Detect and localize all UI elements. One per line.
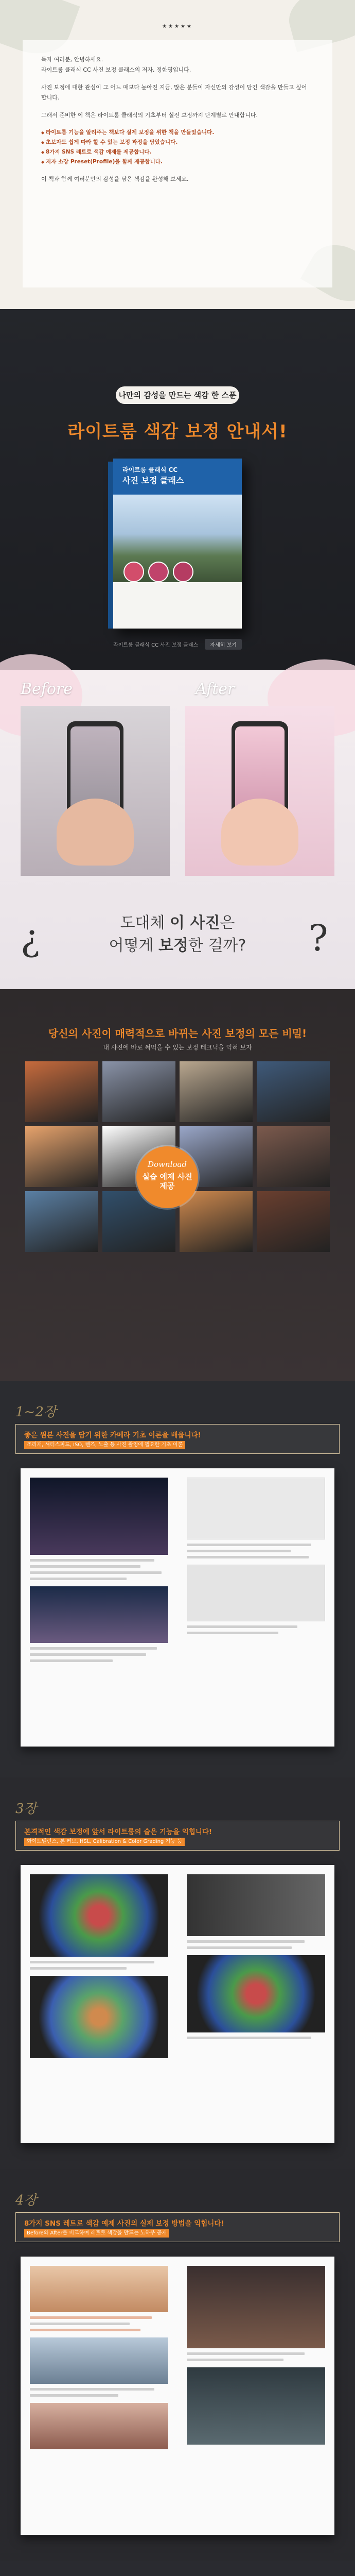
page-screenshot bbox=[187, 2367, 325, 2445]
hand bbox=[221, 799, 298, 866]
chapter-summary bbox=[15, 1424, 340, 1454]
hero-section bbox=[0, 309, 355, 670]
author-letter bbox=[23, 40, 332, 287]
book-page bbox=[21, 1468, 177, 1747]
book-cover bbox=[113, 459, 242, 629]
book-page bbox=[177, 2257, 334, 2535]
page-photo bbox=[30, 2266, 168, 2312]
intro-section bbox=[0, 0, 355, 309]
download-text: 실습 예제 사진 bbox=[142, 1172, 192, 1181]
book-page bbox=[21, 2257, 177, 2535]
example-photo bbox=[180, 1061, 253, 1122]
page-figure bbox=[187, 1478, 325, 1539]
question-heading bbox=[41, 912, 314, 974]
example-photo bbox=[25, 1191, 98, 1252]
technique-heading: 당신의 사진이 매력적으로 바뀌는 사진 보정의 모든 비밀! bbox=[48, 1027, 307, 1040]
color-wheel-figure bbox=[30, 1976, 168, 2058]
question-text: 은 bbox=[220, 914, 235, 932]
technique-section bbox=[0, 989, 355, 1381]
chapter-label: 3장 bbox=[15, 1801, 37, 1817]
technique-subheading: 내 사진에 바로 써먹을 수 있는 보정 테크닉을 익혀 보자 bbox=[103, 1044, 252, 1051]
chapter-topics: 화이트밸런스, 톤 커브, HSL, Calibration & Color Grading 기능 등 bbox=[24, 1838, 185, 1846]
page-photo bbox=[30, 2403, 168, 2449]
feature-item: ◆ 라이트룸 기능을 알려주는 책보다 실제 보정을 위한 책을 만들었습니다. bbox=[41, 128, 314, 138]
chapter-label: 1~2장 bbox=[15, 1404, 57, 1420]
example-photo bbox=[25, 1126, 98, 1187]
letter-greeting: 독자 여러분, 안녕하세요. 라이트룸 클래식 CC 사진 보정 클래스의 저자, 정한영입니다. bbox=[41, 56, 191, 73]
chapter-headline: 좋은 원본 사진을 담기 위한 카메라 기초 이론을 배웁니다! bbox=[24, 1431, 201, 1439]
chapter-headline: 본격적인 색감 보정에 앞서 라이트룸의 술은 기능을 익힙니다! bbox=[24, 1828, 212, 1836]
letter-closing: 이 책과 함께 여러분만의 감성을 담은 색감을 완성해 보세요. bbox=[41, 176, 189, 182]
example-photo bbox=[25, 1061, 98, 1122]
before-after-section bbox=[0, 670, 355, 989]
example-photo bbox=[180, 1191, 253, 1252]
before-photo bbox=[21, 706, 170, 876]
page-photo bbox=[30, 1478, 168, 1555]
chapter-summary bbox=[15, 2212, 340, 2242]
color-wheel-figure bbox=[30, 1874, 168, 1957]
rating-stars: ★★★★★ bbox=[162, 24, 193, 29]
after-photo bbox=[185, 706, 334, 876]
detail-button[interactable]: 자세히 보기 bbox=[205, 639, 241, 650]
before-label: Before bbox=[21, 680, 73, 698]
book-subtitle: 라이트룸 클래식 CC bbox=[122, 466, 178, 473]
example-photo bbox=[257, 1126, 330, 1187]
question-mark-decoration: ¿ bbox=[21, 917, 40, 959]
question-text-bold: 보정 bbox=[158, 937, 189, 955]
question-text-bold: 이 사진 bbox=[170, 914, 220, 932]
feature-item: ◆ 초보자도 쉽게 따라 할 수 있는 보정 과정을 담았습니다. bbox=[41, 138, 314, 147]
question-text: 도대체 bbox=[120, 914, 170, 932]
chapter-topics: 조리개, 셔터스피드, ISO, 렌즈, 노출 등 사진 촬영에 필요한 기초 이론 bbox=[24, 1441, 185, 1449]
page-screenshot bbox=[187, 2266, 325, 2348]
hero-caption bbox=[0, 639, 355, 650]
after-label: After bbox=[196, 680, 235, 698]
feature-list bbox=[41, 128, 314, 167]
book-page bbox=[177, 1865, 334, 2143]
book-page bbox=[21, 1865, 177, 2143]
page-screenshot bbox=[187, 1874, 325, 1936]
chapter-3-section bbox=[0, 1777, 355, 2169]
recommendation-section bbox=[0, 2561, 355, 2576]
example-photo bbox=[257, 1191, 330, 1252]
download-badge bbox=[136, 1146, 198, 1208]
award-badge bbox=[173, 562, 193, 582]
example-photo bbox=[257, 1061, 330, 1122]
chapter-4-section bbox=[0, 2169, 355, 2561]
chapter-summary bbox=[15, 1821, 340, 1851]
chapter-headline: 8가지 SNS 레트로 색감 예제 사진의 실제 보정 방법을 익힙니다! bbox=[24, 2219, 224, 2228]
book-spread bbox=[21, 1468, 334, 1747]
book-page bbox=[177, 1468, 334, 1747]
caption-text: 라이트룸 클래식 CC 사진 보정 클래스 bbox=[113, 642, 199, 648]
letter-paragraph: 사진 보정에 대한 관심이 그 어느 때보다 높아진 지금, 많은 분들이 자신만의 감성이 담긴 색감을 만들고 싶어 합니다. bbox=[41, 84, 307, 101]
question-text: 어떻게 bbox=[109, 937, 159, 955]
chapter-topics: Before와 After를 비교하며 레트로 색감을 만드는 노하우 공개 bbox=[24, 2229, 169, 2238]
hero-tagline: 나만의 감성을 만드는 색감 한 스푼 bbox=[116, 386, 239, 404]
download-label: Download bbox=[148, 1160, 187, 1169]
chapter-1-2-section bbox=[0, 1381, 355, 1777]
book-spread bbox=[21, 2257, 334, 2535]
book-title-band bbox=[113, 459, 242, 495]
page-figure bbox=[187, 1565, 325, 1621]
feature-item: ◆ 8가지 SNS 레트로 색감 예제를 제공합니다. bbox=[41, 147, 314, 157]
letter-paragraph: 그래서 준비한 이 책은 라이트룸 클래식의 기초부터 실전 보정까지 단계별로 안내합니다. bbox=[41, 112, 258, 118]
question-mark-decoration: ? bbox=[309, 917, 328, 959]
hand bbox=[57, 799, 134, 866]
page-photo bbox=[30, 1586, 168, 1643]
color-wheel-figure bbox=[187, 1955, 325, 2032]
hero-title: 라이트룸 색감 보정 안내서! bbox=[67, 421, 288, 442]
chapter-label: 4장 bbox=[15, 2193, 37, 2208]
book-title: 사진 보정 클래스 bbox=[122, 476, 184, 485]
feature-item: ◆ 저자 소장 Preset(Profile)을 함께 제공합니다. bbox=[41, 157, 314, 167]
book-spread bbox=[21, 1865, 334, 2143]
page-photo bbox=[30, 2337, 168, 2384]
example-photo bbox=[102, 1061, 175, 1122]
download-text: 제공 bbox=[159, 1181, 175, 1191]
book-spine bbox=[108, 462, 113, 629]
question-text: 한 걸까? bbox=[188, 937, 246, 955]
award-badge bbox=[148, 562, 169, 582]
award-badge bbox=[123, 562, 144, 582]
